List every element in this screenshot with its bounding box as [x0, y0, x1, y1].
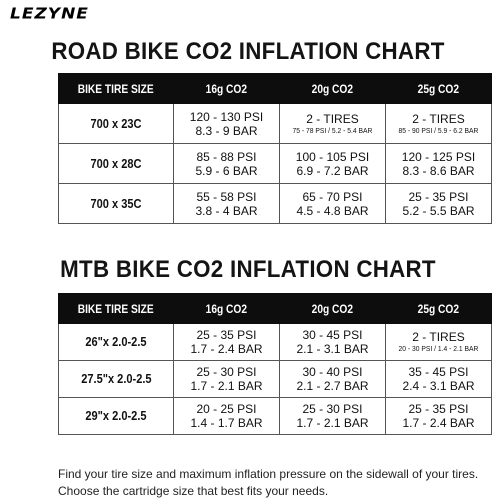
tire-size-cell: 29"x 2.0-2.5 [59, 398, 174, 435]
pressure-cell: 2 - TIRES 75 - 78 PSI / 5.2 - 5.4 BAR [280, 104, 386, 144]
pressure-cell: 35 - 45 PSI 2.4 - 3.1 BAR [386, 361, 492, 398]
footnote [58, 466, 496, 500]
header-16g: 16g CO2 [174, 294, 280, 324]
tire-size-cell: 700 x 23C [59, 104, 174, 144]
pressure-cell: 30 - 40 PSI 2.1 - 2.7 BAR [280, 361, 386, 398]
table-header-row [59, 74, 492, 104]
header-tire-size: BIKE TIRE SIZE [59, 294, 174, 324]
table-row [59, 104, 492, 144]
tire-size-cell: 700 x 28C [59, 144, 174, 184]
mtb-inflation-table [58, 293, 492, 435]
road-inflation-table [58, 73, 492, 224]
tire-size-cell: 700 x 35C [59, 184, 174, 224]
pressure-cell: 55 - 58 PSI 3.8 - 4 BAR [174, 184, 280, 224]
footnote-line-1: Find your tire size and maximum inflation pressure on the sidewall of your tires. [58, 467, 479, 481]
header-20g: 20g CO2 [280, 294, 386, 324]
table-row [59, 184, 492, 224]
pressure-cell: 120 - 130 PSI 8.3 - 9 BAR [174, 104, 280, 144]
pressure-cell: 30 - 45 PSI 2.1 - 3.1 BAR [280, 324, 386, 361]
header-20g: 20g CO2 [280, 74, 386, 104]
pressure-cell: 20 - 25 PSI 1.4 - 1.7 BAR [174, 398, 280, 435]
table-header-row [59, 294, 492, 324]
pressure-cell: 25 - 30 PSI 1.7 - 2.1 BAR [174, 361, 280, 398]
pressure-cell: 65 - 70 PSI 4.5 - 4.8 BAR [280, 184, 386, 224]
pressure-cell: 25 - 35 PSI 1.7 - 2.4 BAR [386, 398, 492, 435]
road-chart-title: ROAD BIKE CO2 INFLATION CHART [51, 38, 445, 65]
pressure-cell: 120 - 125 PSI 8.3 - 8.6 BAR [386, 144, 492, 184]
pressure-cell: 85 - 88 PSI 5.9 - 6 BAR [174, 144, 280, 184]
footnote-line-2: Choose the cartridge size that best fits your needs. [58, 484, 329, 498]
pressure-cell: 25 - 35 PSI 5.2 - 5.5 BAR [386, 184, 492, 224]
table-row [59, 324, 492, 361]
pressure-cell: 2 - TIRES 85 - 90 PSI / 5.9 - 6.2 BAR [386, 104, 492, 144]
table-row [59, 361, 492, 398]
header-16g: 16g CO2 [174, 74, 280, 104]
pressure-cell: 2 - TIRES 20 - 30 PSI / 1.4 - 2.1 BAR [386, 324, 492, 361]
tire-size-cell: 26"x 2.0-2.5 [59, 324, 174, 361]
header-tire-size: BIKE TIRE SIZE [59, 74, 174, 104]
pressure-cell: 100 - 105 PSI 6.9 - 7.2 BAR [280, 144, 386, 184]
tire-size-cell: 27.5"x 2.0-2.5 [59, 361, 174, 398]
table-row [59, 144, 492, 184]
table-row [59, 398, 492, 435]
header-25g: 25g CO2 [386, 294, 492, 324]
brand-logo: LEZYNE [10, 5, 89, 23]
header-25g: 25g CO2 [386, 74, 492, 104]
mtb-chart-title: MTB BIKE CO2 INFLATION CHART [60, 256, 436, 283]
pressure-cell: 25 - 35 PSI 1.7 - 2.4 BAR [174, 324, 280, 361]
pressure-cell: 25 - 30 PSI 1.7 - 2.1 BAR [280, 398, 386, 435]
